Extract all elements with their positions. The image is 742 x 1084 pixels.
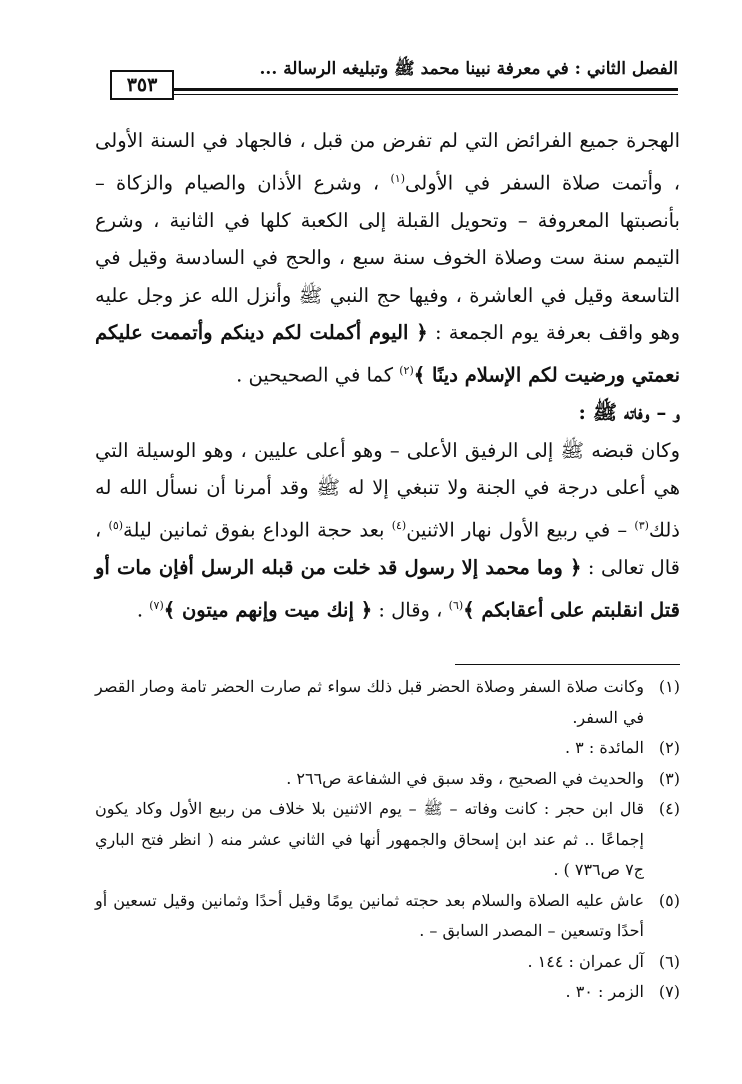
text-span: وكان قبضه ﷺ إلى الرفيق الأعلى – وهو أعلى عليين ، وهو الوسيلة التي هي أعلى درجة في الجنة ولا تنبغي إلا له ﷺ وقد أمرنا أن نسأل الله له ذلك [95, 438, 680, 542]
footnote-text: وكانت صلاة السفر وصلاة الحضر قبل ذلك سواء ثم صارت الحضر تامة وصار القصر في السفر. [95, 677, 644, 727]
footnote-item [95, 977, 680, 1008]
footnote-ref: (٧) [149, 598, 164, 612]
footnote-item [95, 733, 680, 764]
footnote-ref: (٥) [108, 518, 124, 532]
section-heading: و – وفاته ﷺ : [578, 400, 680, 425]
text-span: – في ربيع الأول نهار الاثنين [406, 518, 635, 542]
quran-verse: ﴿ وما محمد إلا رسول قد خلت من قبله الرسل أفإن مات أو قتل انقلبتم على أعقابكم ﴾ [95, 556, 680, 622]
footnote-item [95, 764, 680, 795]
footnote-ref: (٤) [391, 518, 407, 532]
footnote-text: عاش عليه الصلاة والسلام بعد حجته ثمانين يومًا وقيل أحدًا وثمانين وقيل تسعين أو أحدًا وتسعين – المصدر السابق – . [95, 890, 644, 940]
footnote-number: (٢) [658, 738, 680, 757]
footnote-item [95, 794, 680, 886]
page-number: ٣٥٣ [110, 70, 174, 100]
paragraph-death [95, 432, 680, 629]
running-header [110, 58, 678, 94]
quran-verse: ﴿ إنك ميت وإنهم ميتون ﴾ [163, 598, 373, 622]
text-span: كما في الصحيحين . [236, 363, 400, 387]
footnote-text: قال ابن حجر : كانت وفاته – ﷺ – يوم الاثنين بلا خلاف من ربيع الأول وكاد يكون إجماعًا .. ثم عند ابن إسحاق والجمهور أنها في الثاني عشر منه ( انظر فتح الباري ج٧ ص٧٣٦ ) . [95, 799, 644, 879]
text-span: الهجرة جميع الفرائض التي لم تفرض من قبل ، فالجهاد في السنة الأولى ، وأتمت صلاة السفر في الأولى [95, 129, 680, 195]
footnote-item [95, 886, 680, 947]
footnote-text: الزمر : ٣٠ . [565, 982, 644, 1001]
footnote-number: (٤) [658, 799, 680, 818]
footnote-ref: (٢) [399, 364, 414, 378]
chapter-title: الفصل الثاني : في معرفة نبينا محمد ﷺ وتبليغه الرسالة ... [259, 59, 678, 79]
footnote-ref: (١) [390, 171, 406, 185]
quran-verse: ﴿ اليوم أكملت لكم دينكم وأتممت عليكم نعمتي ورضيت لكم الإسلام دينًا ﴾ [95, 321, 680, 387]
footnote-number: (٥) [658, 890, 680, 910]
footnote-text: والحديث في الصحيح ، وقد سبق في الشفاعة ص٢٦٦ . [286, 768, 644, 788]
paragraph-obligations [95, 122, 680, 394]
main-text [95, 122, 680, 629]
footnote-item [95, 947, 680, 978]
footnote-number: (٧) [658, 982, 680, 1001]
text-span: بعد حجة الوداع بفوق ثمانين ليلة [123, 518, 392, 542]
text-span: ، قال تعالى : [95, 518, 680, 580]
footnote-number: (١) [658, 677, 680, 696]
footnote-item [95, 672, 680, 733]
text-span: . [136, 598, 150, 622]
footnote-separator [455, 664, 680, 665]
header-rule-thin [172, 94, 678, 95]
footnote-number: (٣) [658, 768, 680, 788]
footnote-text: آل عمران : ١٤٤ . [527, 951, 644, 971]
footnote-text: المائدة : ٣ . [564, 738, 644, 757]
header-rule-thick [172, 88, 678, 91]
text-span: ، وقال : [372, 598, 449, 622]
text-span: ، وشرع الأذان والصيام والزكاة – بأنصبتها المعروفة – وتحويل القبلة إلى الكعبة كلها في الثانية ، وشرع التيمم سنة ست وصلاة الخوف سنة سبع ، والحج في السادسة وقيل في التاسعة وقيل في العاشرة ، وفيها حج النبي ﷺ وأنزل الله عز وجل عليه وهو واقف بعرفة يوم الجمعة : [95, 171, 680, 345]
footnote-ref: (٦) [448, 598, 464, 612]
footnote-number: (٦) [658, 951, 680, 971]
footnote-ref: (٣) [634, 518, 649, 532]
footnotes [95, 672, 680, 1008]
